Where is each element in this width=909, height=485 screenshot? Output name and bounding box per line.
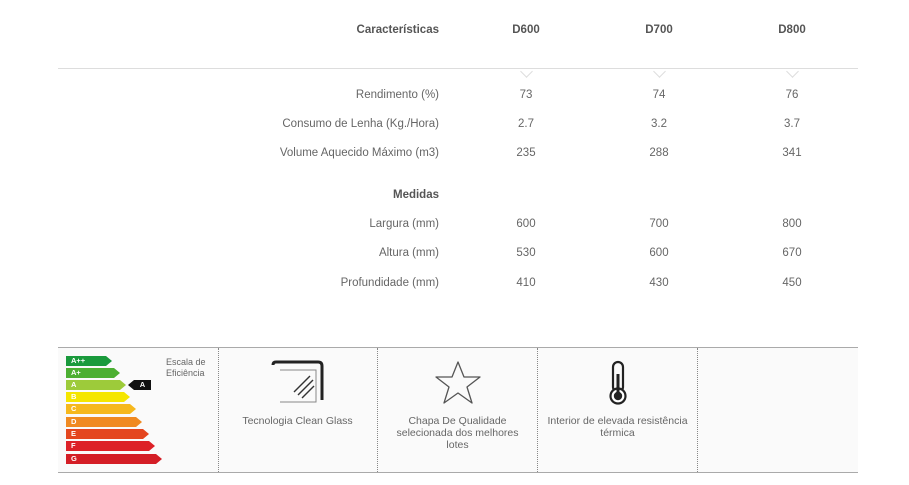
thermometer-icon bbox=[603, 360, 633, 406]
model-column-d600 bbox=[486, 24, 566, 36]
model-name: D800 bbox=[778, 24, 806, 36]
row-value: 800 bbox=[782, 218, 802, 230]
energy-bar-ap: A+ bbox=[66, 368, 114, 378]
row-value: 450 bbox=[782, 277, 802, 289]
header-divider bbox=[58, 68, 858, 69]
feature-empty bbox=[698, 348, 858, 472]
row-label: Largura (mm) bbox=[369, 218, 439, 230]
row-label: Profundidade (mm) bbox=[340, 277, 439, 289]
star-icon bbox=[433, 360, 483, 406]
feature-text: Chapa De Qualidade selecionada dos melhores lotes bbox=[396, 415, 519, 451]
model-column-d800 bbox=[752, 24, 832, 36]
energy-scale bbox=[58, 348, 219, 472]
row-value: 2.7 bbox=[518, 118, 534, 130]
row-value: 600 bbox=[649, 247, 669, 259]
row-value: 410 bbox=[516, 277, 536, 289]
features-strip bbox=[58, 347, 858, 473]
energy-scale-title bbox=[166, 357, 206, 379]
energy-title-line: Escala de bbox=[166, 357, 206, 367]
model-name: D600 bbox=[512, 24, 540, 36]
energy-rating-indicator: A bbox=[134, 380, 151, 390]
energy-bar-c: C bbox=[66, 404, 130, 414]
row-value: 700 bbox=[649, 218, 669, 230]
energy-bar-b: B bbox=[66, 392, 124, 402]
energy-bar-d: D bbox=[66, 417, 136, 427]
row-value: 3.2 bbox=[651, 118, 667, 130]
section-medidas bbox=[0, 189, 909, 209]
row-value: 530 bbox=[516, 247, 536, 259]
row-value: 235 bbox=[516, 147, 536, 159]
row-value: 74 bbox=[652, 89, 666, 101]
clean-glass-icon bbox=[270, 360, 326, 406]
spec-row-rendimento bbox=[0, 89, 909, 109]
section-title: Medidas bbox=[392, 189, 439, 201]
spec-row-profundidade bbox=[0, 277, 909, 297]
row-value: 670 bbox=[782, 247, 802, 259]
row-label: Volume Aquecido Máximo (m3) bbox=[279, 147, 439, 159]
spec-row-volume bbox=[0, 147, 909, 167]
feature-clean-glass bbox=[218, 348, 378, 472]
row-value: 76 bbox=[785, 89, 799, 101]
model-column-d700 bbox=[619, 24, 699, 36]
header-label: Características bbox=[356, 24, 439, 36]
spec-row-consumo bbox=[0, 118, 909, 138]
feature-text: Interior de elevada resistência térmica bbox=[547, 415, 688, 439]
energy-bar-f: F bbox=[66, 441, 149, 451]
energy-bar-g: G bbox=[66, 454, 156, 464]
spec-row-largura bbox=[0, 218, 909, 238]
energy-bar-a: A bbox=[66, 380, 120, 390]
feature-interior-termica bbox=[538, 348, 698, 472]
row-label: Rendimento (%) bbox=[355, 89, 439, 101]
feature-chapa-qualidade bbox=[378, 348, 538, 472]
model-name: D700 bbox=[645, 24, 673, 36]
row-value: 341 bbox=[782, 147, 802, 159]
row-label: Consumo de Lenha (Kg./Hora) bbox=[282, 118, 439, 130]
energy-title-line: Eficiência bbox=[166, 368, 205, 378]
row-value: 73 bbox=[519, 89, 533, 101]
row-value: 430 bbox=[649, 277, 669, 289]
feature-text: Tecnologia Clean Glass bbox=[242, 415, 353, 427]
row-value: 288 bbox=[649, 147, 669, 159]
energy-bar-app: A++ bbox=[66, 356, 106, 366]
spec-table-header bbox=[0, 0, 909, 70]
row-label: Altura (mm) bbox=[378, 247, 439, 259]
energy-bar-e: E bbox=[66, 429, 143, 439]
row-value: 3.7 bbox=[784, 118, 800, 130]
spec-row-altura bbox=[0, 247, 909, 267]
row-value: 600 bbox=[516, 218, 536, 230]
